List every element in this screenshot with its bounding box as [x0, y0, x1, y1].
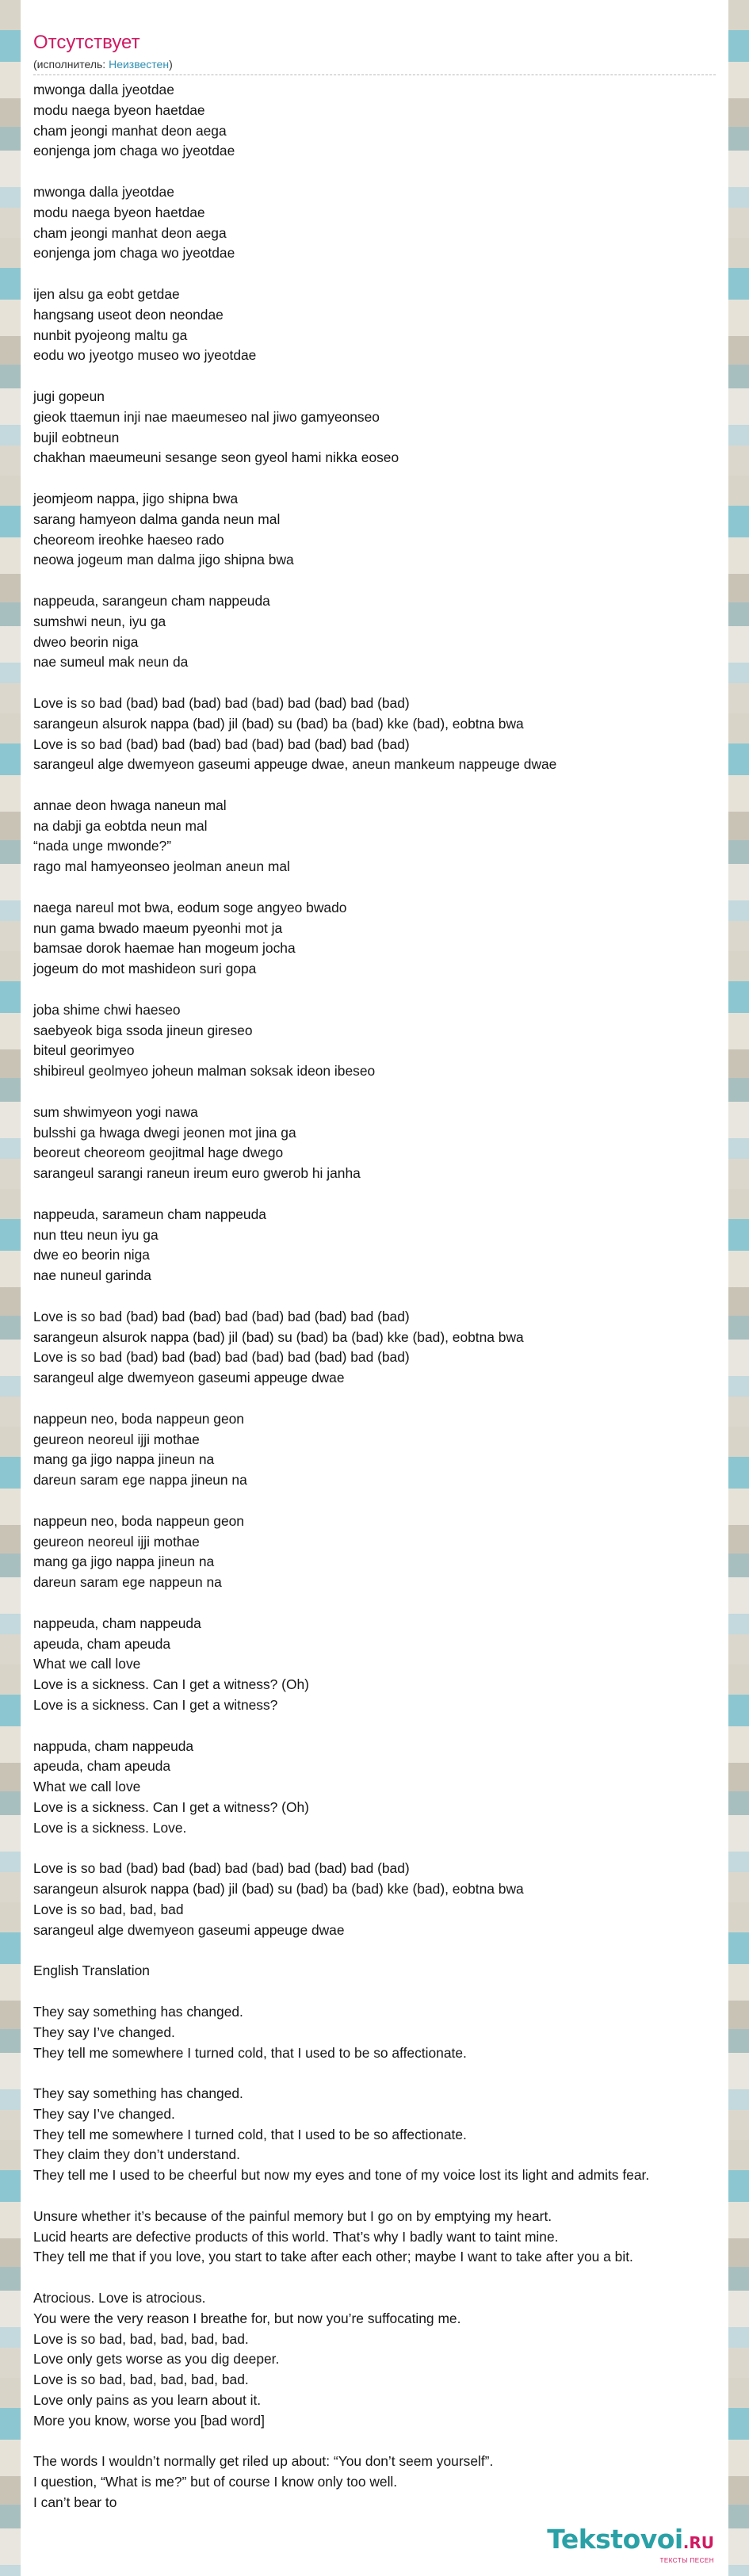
lyric-line: mang ga jigo nappa jineun na	[33, 1451, 215, 1468]
lyrics-text	[33, 80, 716, 2513]
song-title: Отсутствует	[33, 32, 140, 53]
lyric-line: nunbit pyojeong maltu ga	[33, 327, 188, 343]
lyric-line: nun gama bwado maeum pyeonhi mot ja	[33, 919, 283, 936]
lyric-line: neowa jogeum man dalma jigo shipna bwa	[33, 552, 294, 568]
lyric-line: They tell me I used to be cheerful but now my eyes and tone of my voice lost its light and admits fear.	[33, 2167, 650, 2184]
lyrics-card	[21, 0, 728, 2576]
lyric-line: sarangeul sarangi raneun ireum euro gwerob hi janha	[33, 1165, 361, 1182]
lyric-line: shibireul geolmyeo joheun malman soksak ideon ibeseo	[33, 1063, 376, 1080]
lyric-line: naega nareul mot bwa, eodum soge angyeo bwado	[33, 899, 347, 915]
logo-wordmark	[547, 2525, 714, 2557]
lyric-line: They say I’ve changed.	[33, 2024, 175, 2040]
lyric-line: “nada unge mwonde?”	[33, 838, 172, 854]
lyric-line: cheoreom ireohke haeseo rado	[33, 531, 224, 548]
lyric-line: sarangeun alsurok nappa (bad) jil (bad) su (bad) ba (bad) kke (bad), eobtna bwa	[33, 1328, 524, 1345]
site-logo[interactable]	[547, 2525, 714, 2565]
lyric-line: chakhan maeumeuni sesange seon gyeol hami nikka eoseo	[33, 449, 399, 466]
lyric-line: sarangeun alsurok nappa (bad) jil (bad) su (bad) ba (bad) kke (bad), eobtna bwa	[33, 1881, 524, 1898]
lyric-line: jeomjeom nappa, jigo shipna bwa	[33, 490, 239, 506]
lyric-line: Love is so bad (bad) bad (bad) bad (bad) bad (bad) bad (bad)	[33, 694, 410, 711]
lyric-line: I question, “What is me?” but of course I know only too well.	[33, 2474, 398, 2490]
lyric-line: Love only pains as you learn about it.	[33, 2392, 262, 2409]
lyric-line: Love is so bad, bad, bad	[33, 1901, 184, 1917]
logo-tld: .RU	[682, 2533, 714, 2552]
lyric-line: nappeun neo, boda nappeun geon	[33, 1410, 244, 1427]
lyric-line: Love is so bad (bad) bad (bad) bad (bad) bad (bad) bad (bad)	[33, 1308, 410, 1324]
lyric-line: jogeum do mot mashideon suri gopa	[33, 961, 257, 977]
lyric-line: dareun saram ege nappeun na	[33, 1574, 222, 1591]
lyric-line: Atrocious. Love is atrocious.	[33, 2290, 206, 2307]
lyric-line: Love only gets worse as you dig deeper.	[33, 2351, 280, 2368]
artist-link[interactable]: Неизвестен	[109, 58, 170, 71]
lyric-line: eonjenga jom chaga wo jyeotdae	[33, 245, 235, 262]
lyric-line: They tell me somewhere I turned cold, that I used to be so affectionate.	[33, 2044, 467, 2061]
lyric-line: I can’t bear to	[33, 2494, 117, 2511]
lyric-line: ijen alsu ga eobt getdae	[33, 285, 180, 302]
lyric-line: biteul georimyeo	[33, 1042, 135, 1059]
lyric-line: beoreut cheoreom geojitmal hage dwego	[33, 1145, 284, 1161]
lyric-line: apeuda, cham apeuda	[33, 1635, 171, 1652]
lyric-line: They tell me somewhere I turned cold, that I used to be so affectionate.	[33, 2126, 467, 2142]
artist-line	[33, 57, 716, 75]
lyric-line: modu naega byeon haetdae	[33, 101, 205, 118]
lyric-line: cham jeongi manhat deon aega	[33, 122, 227, 139]
lyric-line: hangsang useot deon neondae	[33, 306, 224, 323]
lyric-line: dareun saram ege nappa jineun na	[33, 1472, 247, 1489]
lyric-line: rago mal hamyeonseo jeolman aneun mal	[33, 858, 290, 875]
lyric-line: apeuda, cham apeuda	[33, 1758, 171, 1775]
lyric-line: nappeun neo, boda nappeun geon	[33, 1512, 244, 1529]
lyric-line: Love is a sickness. Can I get a witness? (Oh)	[33, 1676, 309, 1693]
lyric-line: Love is a sickness. Can I get a witness?	[33, 1696, 278, 1713]
lyric-line: geureon neoreul ijji mothae	[33, 1533, 200, 1550]
lyric-line: bamsae dorok haemae han mogeum jocha	[33, 940, 296, 957]
lyric-line: English Translation	[33, 1963, 150, 1979]
lyric-line: They say something has changed.	[33, 2085, 243, 2102]
lyric-line: na dabji ga eobtda neun mal	[33, 817, 208, 834]
lyric-line: gieok ttaemun inji nae maeumeseo nal jiwo gamyeonseo	[33, 408, 380, 425]
lyric-line: bulsshi ga hwaga dwegi jeonen mot jina ga	[33, 1124, 296, 1141]
lyric-line: sarangeun alsurok nappa (bad) jil (bad) su (bad) ba (bad) kke (bad), eobtna bwa	[33, 715, 524, 732]
artist-suffix: )	[169, 58, 173, 71]
lyric-line: Love is so bad, bad, bad, bad, bad.	[33, 2330, 249, 2347]
lyric-line: nappeuda, sarameun cham nappeuda	[33, 1206, 266, 1222]
lyric-line: You were the very reason I breathe for, but now you’re suffocating me.	[33, 2310, 461, 2326]
lyric-line: What we call love	[33, 1779, 141, 1795]
lyric-line: eonjenga jom chaga wo jyeotdae	[33, 143, 235, 159]
lyric-line: nae nuneul garinda	[33, 1267, 151, 1284]
lyric-line: sum shwimyeon yogi nawa	[33, 1103, 198, 1120]
lyric-line: cham jeongi manhat deon aega	[33, 224, 227, 241]
lyric-line: mwonga dalla jyeotdae	[33, 183, 174, 200]
lyric-line: sumshwi neun, iyu ga	[33, 613, 166, 629]
lyric-line: sarangeul alge dwemyeon gaseumi appeuge dwae	[33, 1921, 345, 1938]
lyric-line: More you know, worse you [bad word]	[33, 2412, 265, 2429]
lyric-line: nae sumeul mak neun da	[33, 654, 189, 671]
lyric-line: annae deon hwaga naneun mal	[33, 797, 227, 813]
lyric-line: Love is so bad, bad, bad, bad, bad.	[33, 2372, 249, 2388]
lyric-line: Unsure whether it’s because of the painful memory but I go on by emptying my heart.	[33, 2207, 552, 2224]
lyric-line: They claim they don’t understand.	[33, 2146, 241, 2163]
lyric-line: nappeuda, cham nappeuda	[33, 1615, 201, 1631]
lyric-line: Love is so bad (bad) bad (bad) bad (bad) bad (bad) bad (bad)	[33, 736, 410, 752]
lyric-line: modu naega byeon haetdae	[33, 204, 205, 220]
lyric-line: bujil eobtneun	[33, 429, 120, 445]
logo-tagline: ТЕКСТЫ ПЕСЕН	[659, 2557, 714, 2564]
lyric-line: They say something has changed.	[33, 2003, 243, 2020]
lyric-line: jugi gopeun	[33, 388, 105, 404]
lyric-line: dweo beorin niga	[33, 633, 139, 650]
lyric-line: joba shime chwi haeseo	[33, 1001, 181, 1018]
lyric-line: geureon neoreul ijji mothae	[33, 1431, 200, 1447]
lyric-line: sarangeul alge dwemyeon gaseumi appeuge dwae	[33, 1370, 345, 1386]
lyric-line: sarangeul alge dwemyeon gaseumi appeuge dwae, aneun mankeum nappeuge dwae	[33, 756, 557, 773]
lyric-line: saebyeok biga ssoda jineun gireseo	[33, 1022, 253, 1038]
lyric-line: Love is so bad (bad) bad (bad) bad (bad) bad (bad) bad (bad)	[33, 1349, 410, 1366]
lyric-line: nappeuda, sarangeun cham nappeuda	[33, 592, 270, 609]
lyric-line: sarang hamyeon dalma ganda neun mal	[33, 510, 281, 527]
lyric-line: They tell me that if you love, you start to take after each other; maybe I want to take after you a bit.	[33, 2249, 633, 2265]
lyric-line: Love is a sickness. Can I get a witness? (Oh)	[33, 1798, 309, 1815]
lyric-line: Lucid hearts are defective products of this world. That’s why I badly want to taint mine.	[33, 2228, 559, 2245]
lyric-line: mwonga dalla jyeotdae	[33, 82, 174, 97]
lyric-line: nun tteu neun iyu ga	[33, 1226, 159, 1243]
lyric-line: dwe eo beorin niga	[33, 1247, 150, 1263]
lyric-line: Love is a sickness. Love.	[33, 1819, 187, 1836]
lyric-line: eodu wo jyeotgo museo wo jyeotdae	[33, 347, 257, 364]
lyric-line: They say I’ve changed.	[33, 2105, 175, 2122]
artist-prefix: (исполнитель:	[33, 58, 109, 71]
lyric-line: Love is so bad (bad) bad (bad) bad (bad) bad (bad) bad (bad)	[33, 1860, 410, 1877]
lyric-line: What we call love	[33, 1656, 141, 1672]
logo-name: Tekstovoi	[547, 2524, 683, 2555]
lyric-line: The words I wouldn’t normally get riled up about: “You don’t seem yourself”.	[33, 2453, 494, 2470]
lyric-line: nappuda, cham nappeuda	[33, 1737, 194, 1754]
lyric-line: mang ga jigo nappa jineun na	[33, 1554, 215, 1570]
